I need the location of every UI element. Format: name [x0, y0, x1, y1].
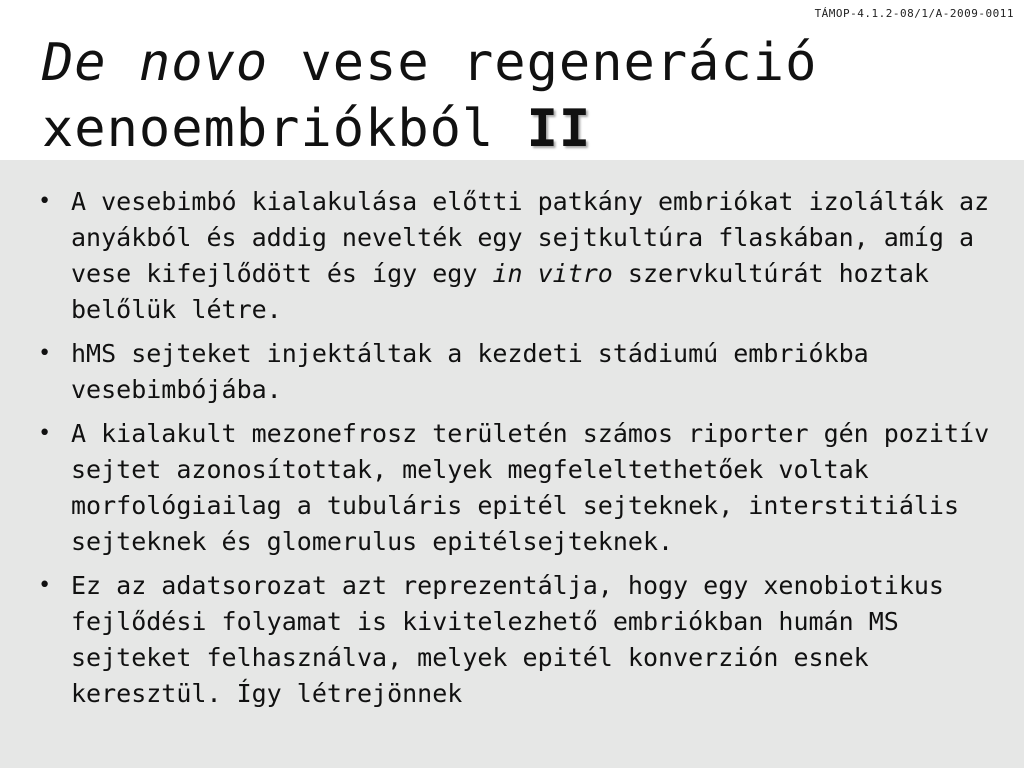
- title-roman-numeral: II: [526, 99, 592, 159]
- title-line2-main: xenoembriókból: [42, 99, 527, 159]
- bullet-item: [0, 568, 1024, 712]
- bullet-marker: •: [38, 341, 52, 366]
- bullet-list: [0, 184, 1024, 720]
- title-italic-part: De novo: [42, 33, 269, 93]
- bullet-emphasis: in vitro: [492, 259, 613, 288]
- project-reference-code: TÁMOP-4.1.2-08/1/A-2009-0011: [814, 7, 1014, 20]
- bullet-item: [0, 416, 1024, 560]
- slide-title: [42, 30, 817, 162]
- slide-body: [0, 160, 1024, 768]
- bullet-item: [0, 184, 1024, 328]
- bullet-marker: •: [38, 189, 52, 214]
- bullet-text: A kialakult mezonefrosz területén számos riporter gén pozitív sejtet azonosítottak, melyek megfeleltethetőek voltak morfológiailag a tubuláris epitél sejteknek, interstitiális sejteknek és glomerulus epitélsejteknek.: [71, 419, 990, 556]
- bullet-marker: •: [38, 421, 52, 446]
- bullet-text: szervkultúrát hoztak belőlük létre.: [71, 259, 929, 324]
- bullet-text: hMS sejteket injektáltak a kezdeti stádiumú embriókba vesebimbójába.: [71, 339, 869, 404]
- bullet-item: [0, 336, 1024, 408]
- bullet-text: Ez az adatsorozat azt reprezentálja, hogy egy xenobiotikus fejlődési folyamat is kivitelezhető embriókban humán MS sejteket felhasználva, melyek epitél konverzión esnek keresztül. Így létrejönnek: [71, 571, 944, 708]
- bullet-text: A vesebimbó kialakulása előtti patkány embriókat izolálták az anyákból és addig nevelték egy sejtkultúra flaskában, amíg a vese kifejlődött és így egy: [71, 187, 990, 288]
- title-line1-rest: vese regeneráció: [268, 33, 818, 93]
- slide-header: [0, 0, 1024, 160]
- bullet-marker: •: [38, 573, 52, 598]
